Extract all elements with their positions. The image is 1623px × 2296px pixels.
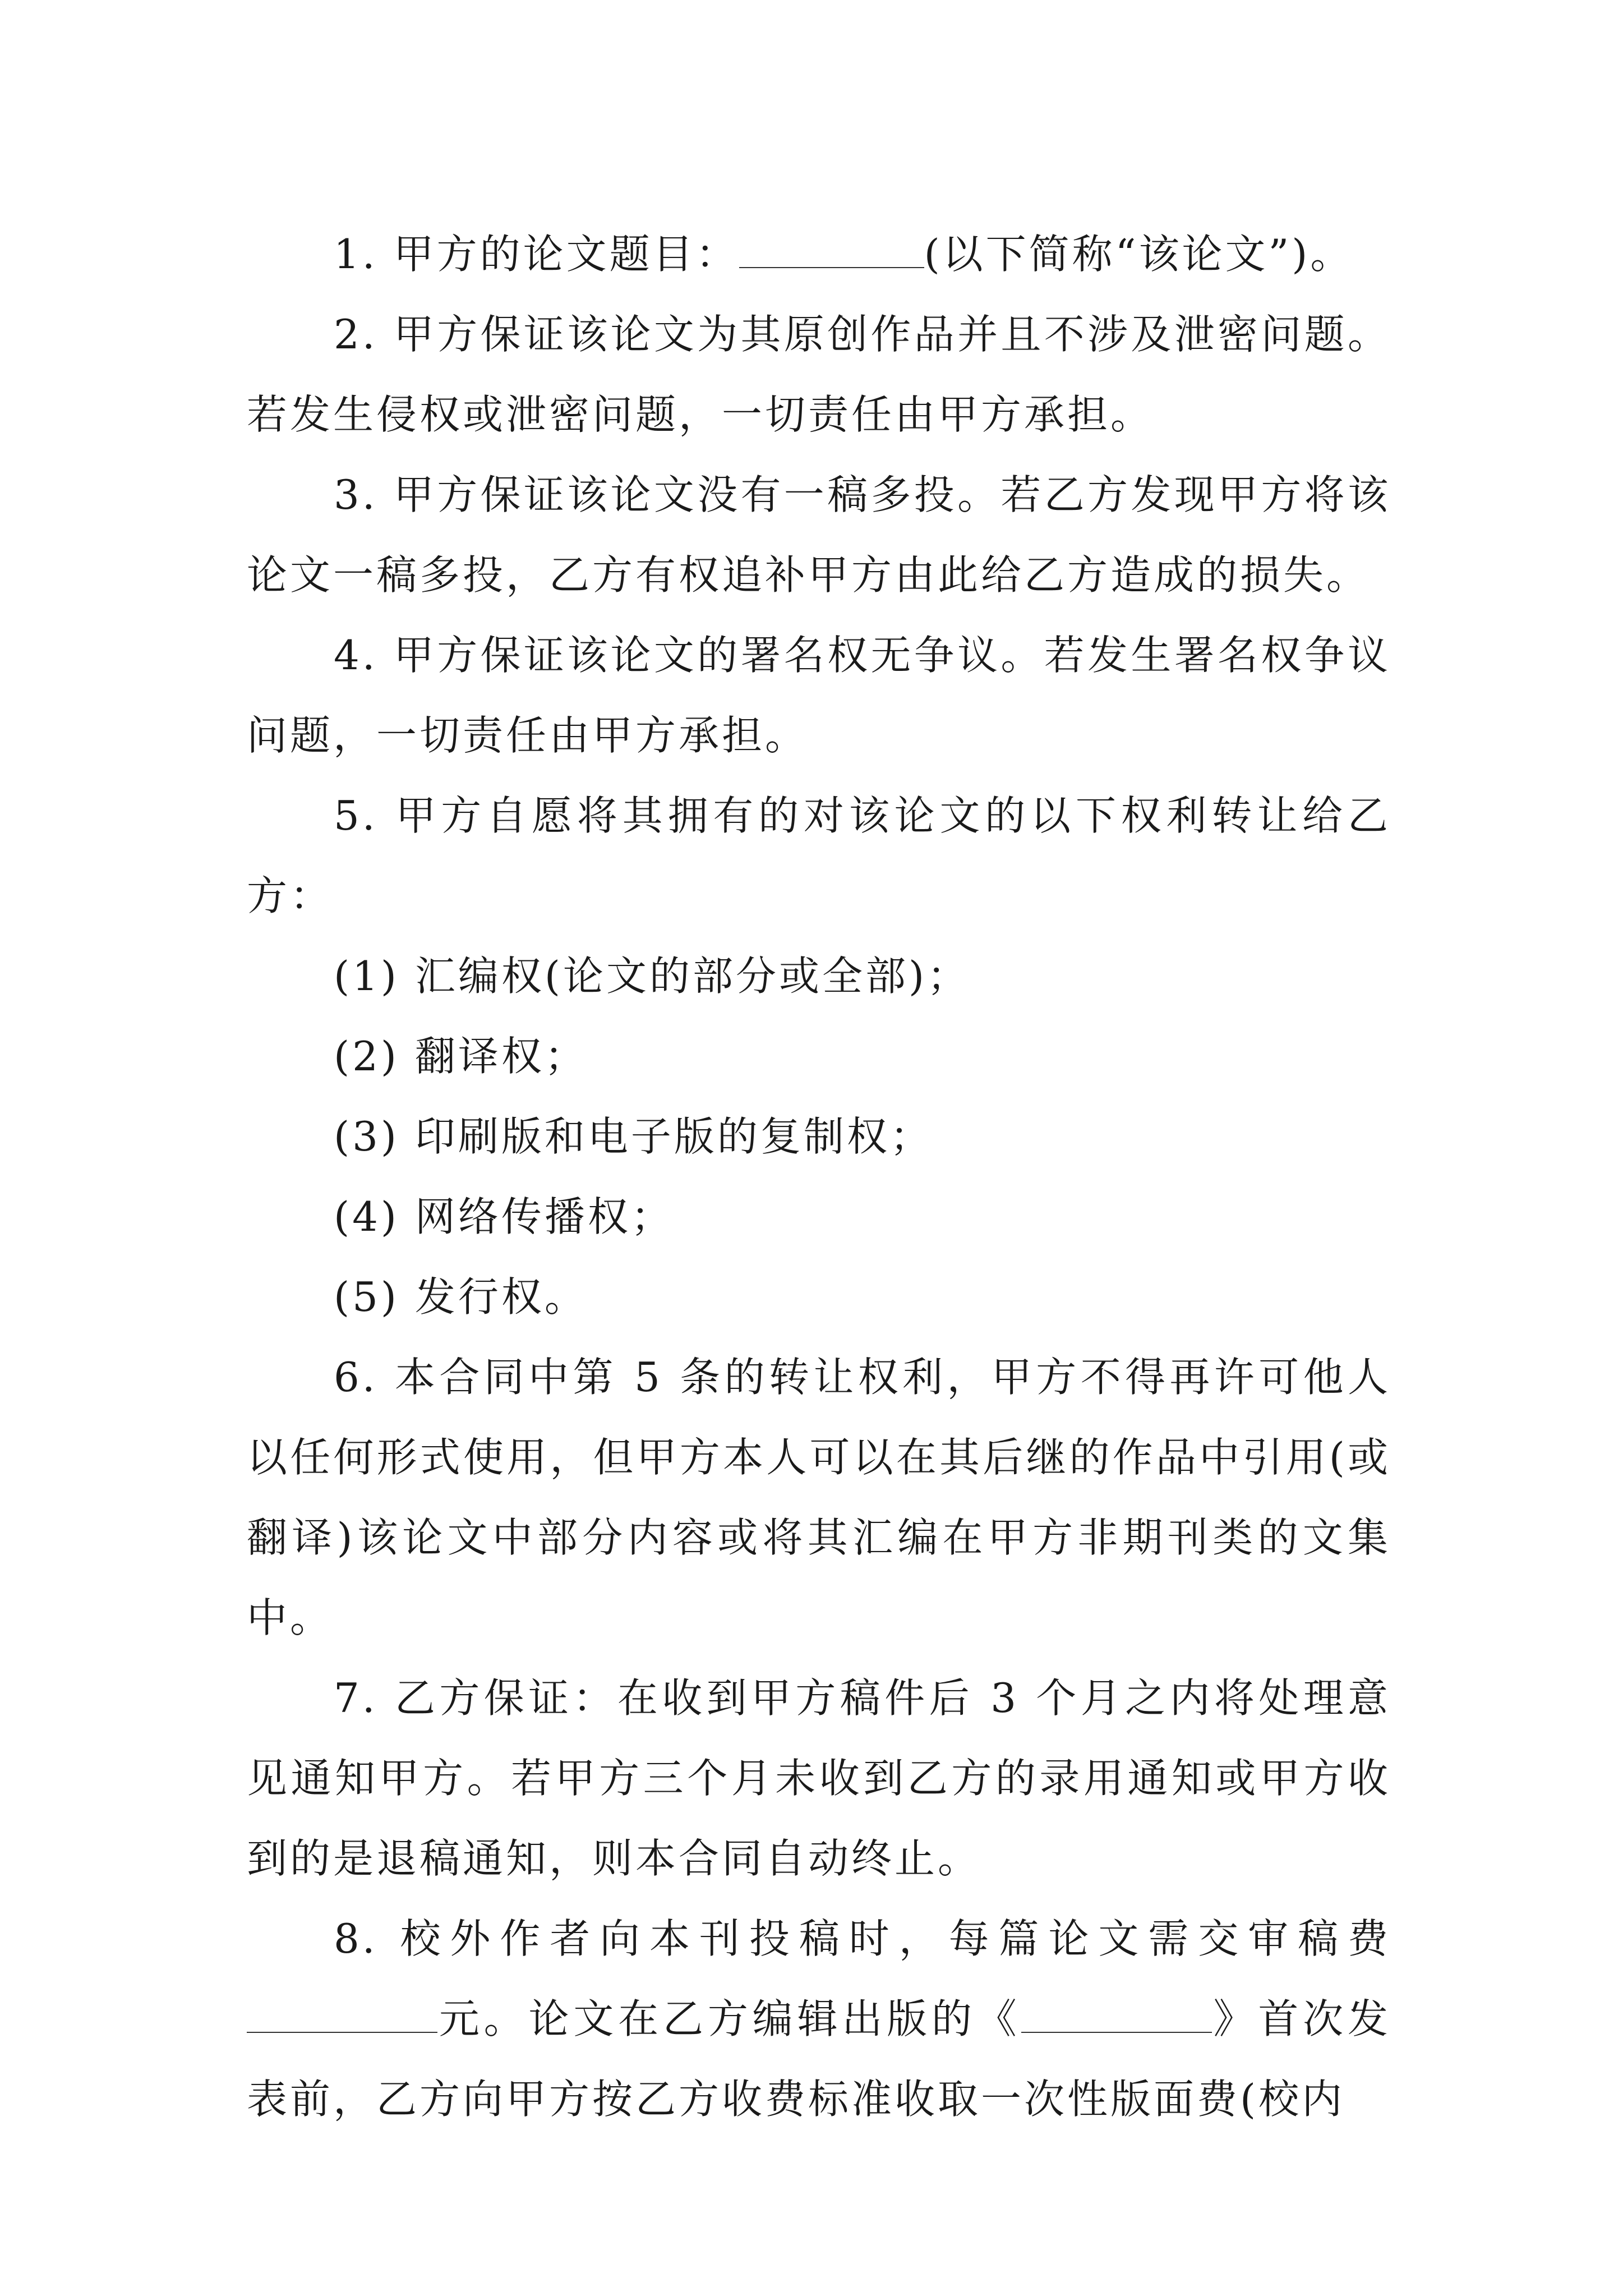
clause-2: 2. 甲方保证该论文为其原创作品并且不涉及泄密问题。若发生侵权或泄密问题，一切责任由甲方承担。 [247, 311, 1391, 438]
clause-8 [247, 1899, 1391, 2139]
right-item-1: (1) 汇编权(论文的部分或全部)； [334, 953, 971, 1000]
clause-4: 4. 甲方保证该论文的署名权无争议。若发生署名权争议问题，一切责任由甲方承担。 [247, 632, 1391, 759]
clause-8-text-3: 》首次发表前，乙方向甲方按乙方收费标准收取一次性版面费(校内 [247, 1995, 1391, 2123]
clause-8-text: 8. 校外作者向本刊投稿时，每篇论文需交审稿费 [334, 1915, 1391, 1962]
paper-title-blank [739, 231, 924, 268]
clause-3: 3. 甲方保证该论文没有一稿多投。若乙方发现甲方将该论文一稿多投，乙方有权追补甲方由此给乙方造成的损失。 [247, 471, 1391, 599]
journal-name-blank [1021, 1996, 1212, 2033]
right-item-3: (3) 印刷版和电子版的复制权； [334, 1113, 933, 1160]
clause-6: 6. 本合同中第 5 条的转让权利，甲方不得再许可他人以任何形式使用，但甲方本人可以在其后继的作品中引用(或翻译)该论文中部分内容或将其汇编在甲方非期刊类的文集中。 [247, 1354, 1391, 1641]
right-item-2: (2) 翻译权； [334, 1033, 588, 1080]
right-item-5: (5) 发行权。 [334, 1273, 588, 1320]
clause-5: 5. 甲方自愿将其拥有的对该论文的以下权利转让给乙方： [247, 792, 1391, 919]
clause-1-text: 1. 甲方的论文题目： [334, 231, 739, 278]
clause-1-suffix: (以下简称“该论文”)。 [924, 231, 1354, 278]
document-page [247, 214, 1391, 2139]
review-fee-blank [247, 1996, 437, 2033]
right-item-4: (4) 网络传播权； [334, 1193, 674, 1240]
clause-1 [247, 214, 1391, 295]
clause-8-text-2: 元。论文在乙方编辑出版的《 [437, 1995, 1021, 2042]
clause-7: 7. 乙方保证：在收到甲方稿件后 3 个月之内将处理意见通知甲方。若甲方三个月未收到乙方的录用通知或甲方收到的是退稿通知，则本合同自动终止。 [247, 1674, 1391, 1882]
